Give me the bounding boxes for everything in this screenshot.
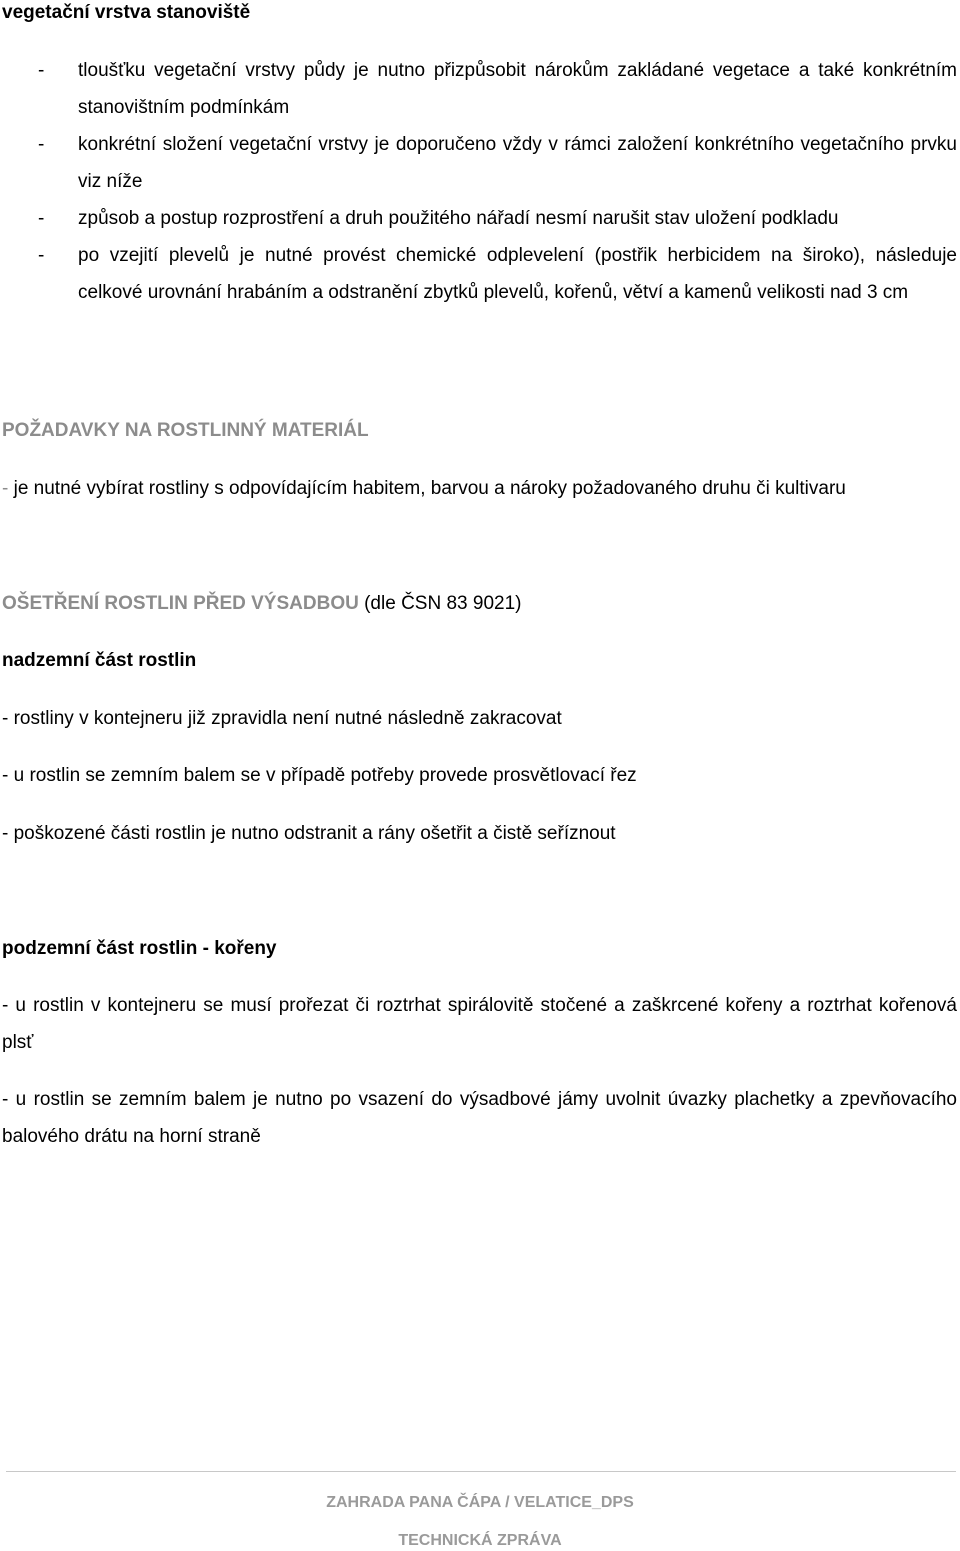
plant-material-dash: - (2, 478, 9, 499)
above-ground-item: - rostliny v kontejneru již zpravidla není nutné následně zakracovat (2, 708, 562, 729)
list-item (2, 52, 957, 126)
below-ground-item: - u rostlin v kontejneru se musí prořezat či roztrhat spirálovitě stočené a zaškrcené kořeny a roztrhat kořenová plsť (2, 995, 957, 1053)
list-dash: - (38, 60, 45, 81)
treatment-heading-line (2, 585, 957, 622)
list-dash: - (38, 134, 45, 155)
list-dash: - (38, 208, 45, 229)
plant-material-heading-line (2, 412, 957, 449)
list-item (2, 200, 957, 237)
list-item (2, 126, 957, 200)
above-ground-item: - u rostlin se zemním balem se v případě potřeby provede prosvětlovací řez (2, 765, 637, 786)
treatment-title: OŠETŘENÍ ROSTLIN PŘED VÝSADBOU (2, 593, 359, 614)
list-item-text: způsob a postup rozprostření a druh použitého nářadí nesmí narušit stav uložení podkladu (78, 208, 839, 229)
footer-divider (6, 1471, 956, 1472)
treatment-title-suffix: (dle ČSN 83 9021) (358, 593, 522, 614)
section-heading-vegetation-layer: vegetační vrstva stanoviště (2, 2, 251, 23)
footer-document-name: TECHNICKÁ ZPRÁVA (398, 1532, 562, 1549)
above-ground-item: - poškozené části rostlin je nutno odstranit a rány ošetřit a čistě seříznout (2, 823, 616, 844)
plant-material-requirement (2, 470, 957, 507)
list-item (2, 237, 957, 311)
below-ground-item: - u rostlin se zemním balem je nutno po vsazení do výsadbové jámy uvolnit úvazky plachetky a zpevňovacího balového drátu na horní straně (2, 1089, 957, 1147)
list-item-text: tloušťku vegetační vrstvy půdy je nutno přizpůsobit nárokům zakládané vegetace a také konkrétním stanovištním podmínkám (78, 60, 957, 118)
list-item-text: konkrétní složení vegetační vrstvy je doporučeno vždy v rámci založení konkrétního vegetačního prvku viz níže (78, 134, 957, 192)
list-item-text: po vzejití plevelů je nutné provést chemické odplevelení (postřik herbicidem na široko), následuje celkové urovnání hrabáním a odstranění zbytků plevelů, kořenů, větví a kamenů velikosti nad 3 cm (78, 245, 957, 303)
plant-material-text: je nutné vybírat rostliny s odpovídajícím habitem, barvou a nároky požadovaného druhu či kultivaru (8, 478, 846, 499)
footer-project-name: ZAHRADA PANA ČÁPA / VELATICE_DPS (326, 1494, 634, 1511)
plant-material-title: POŽADAVKY NA ROSTLINNÝ MATERIÁL (2, 420, 369, 441)
above-ground-heading: nadzemní část rostlin (2, 650, 197, 671)
list-dash: - (38, 245, 45, 266)
below-ground-heading: podzemní část rostlin - kořeny (2, 938, 277, 959)
vegetation-layer-list (2, 52, 957, 311)
